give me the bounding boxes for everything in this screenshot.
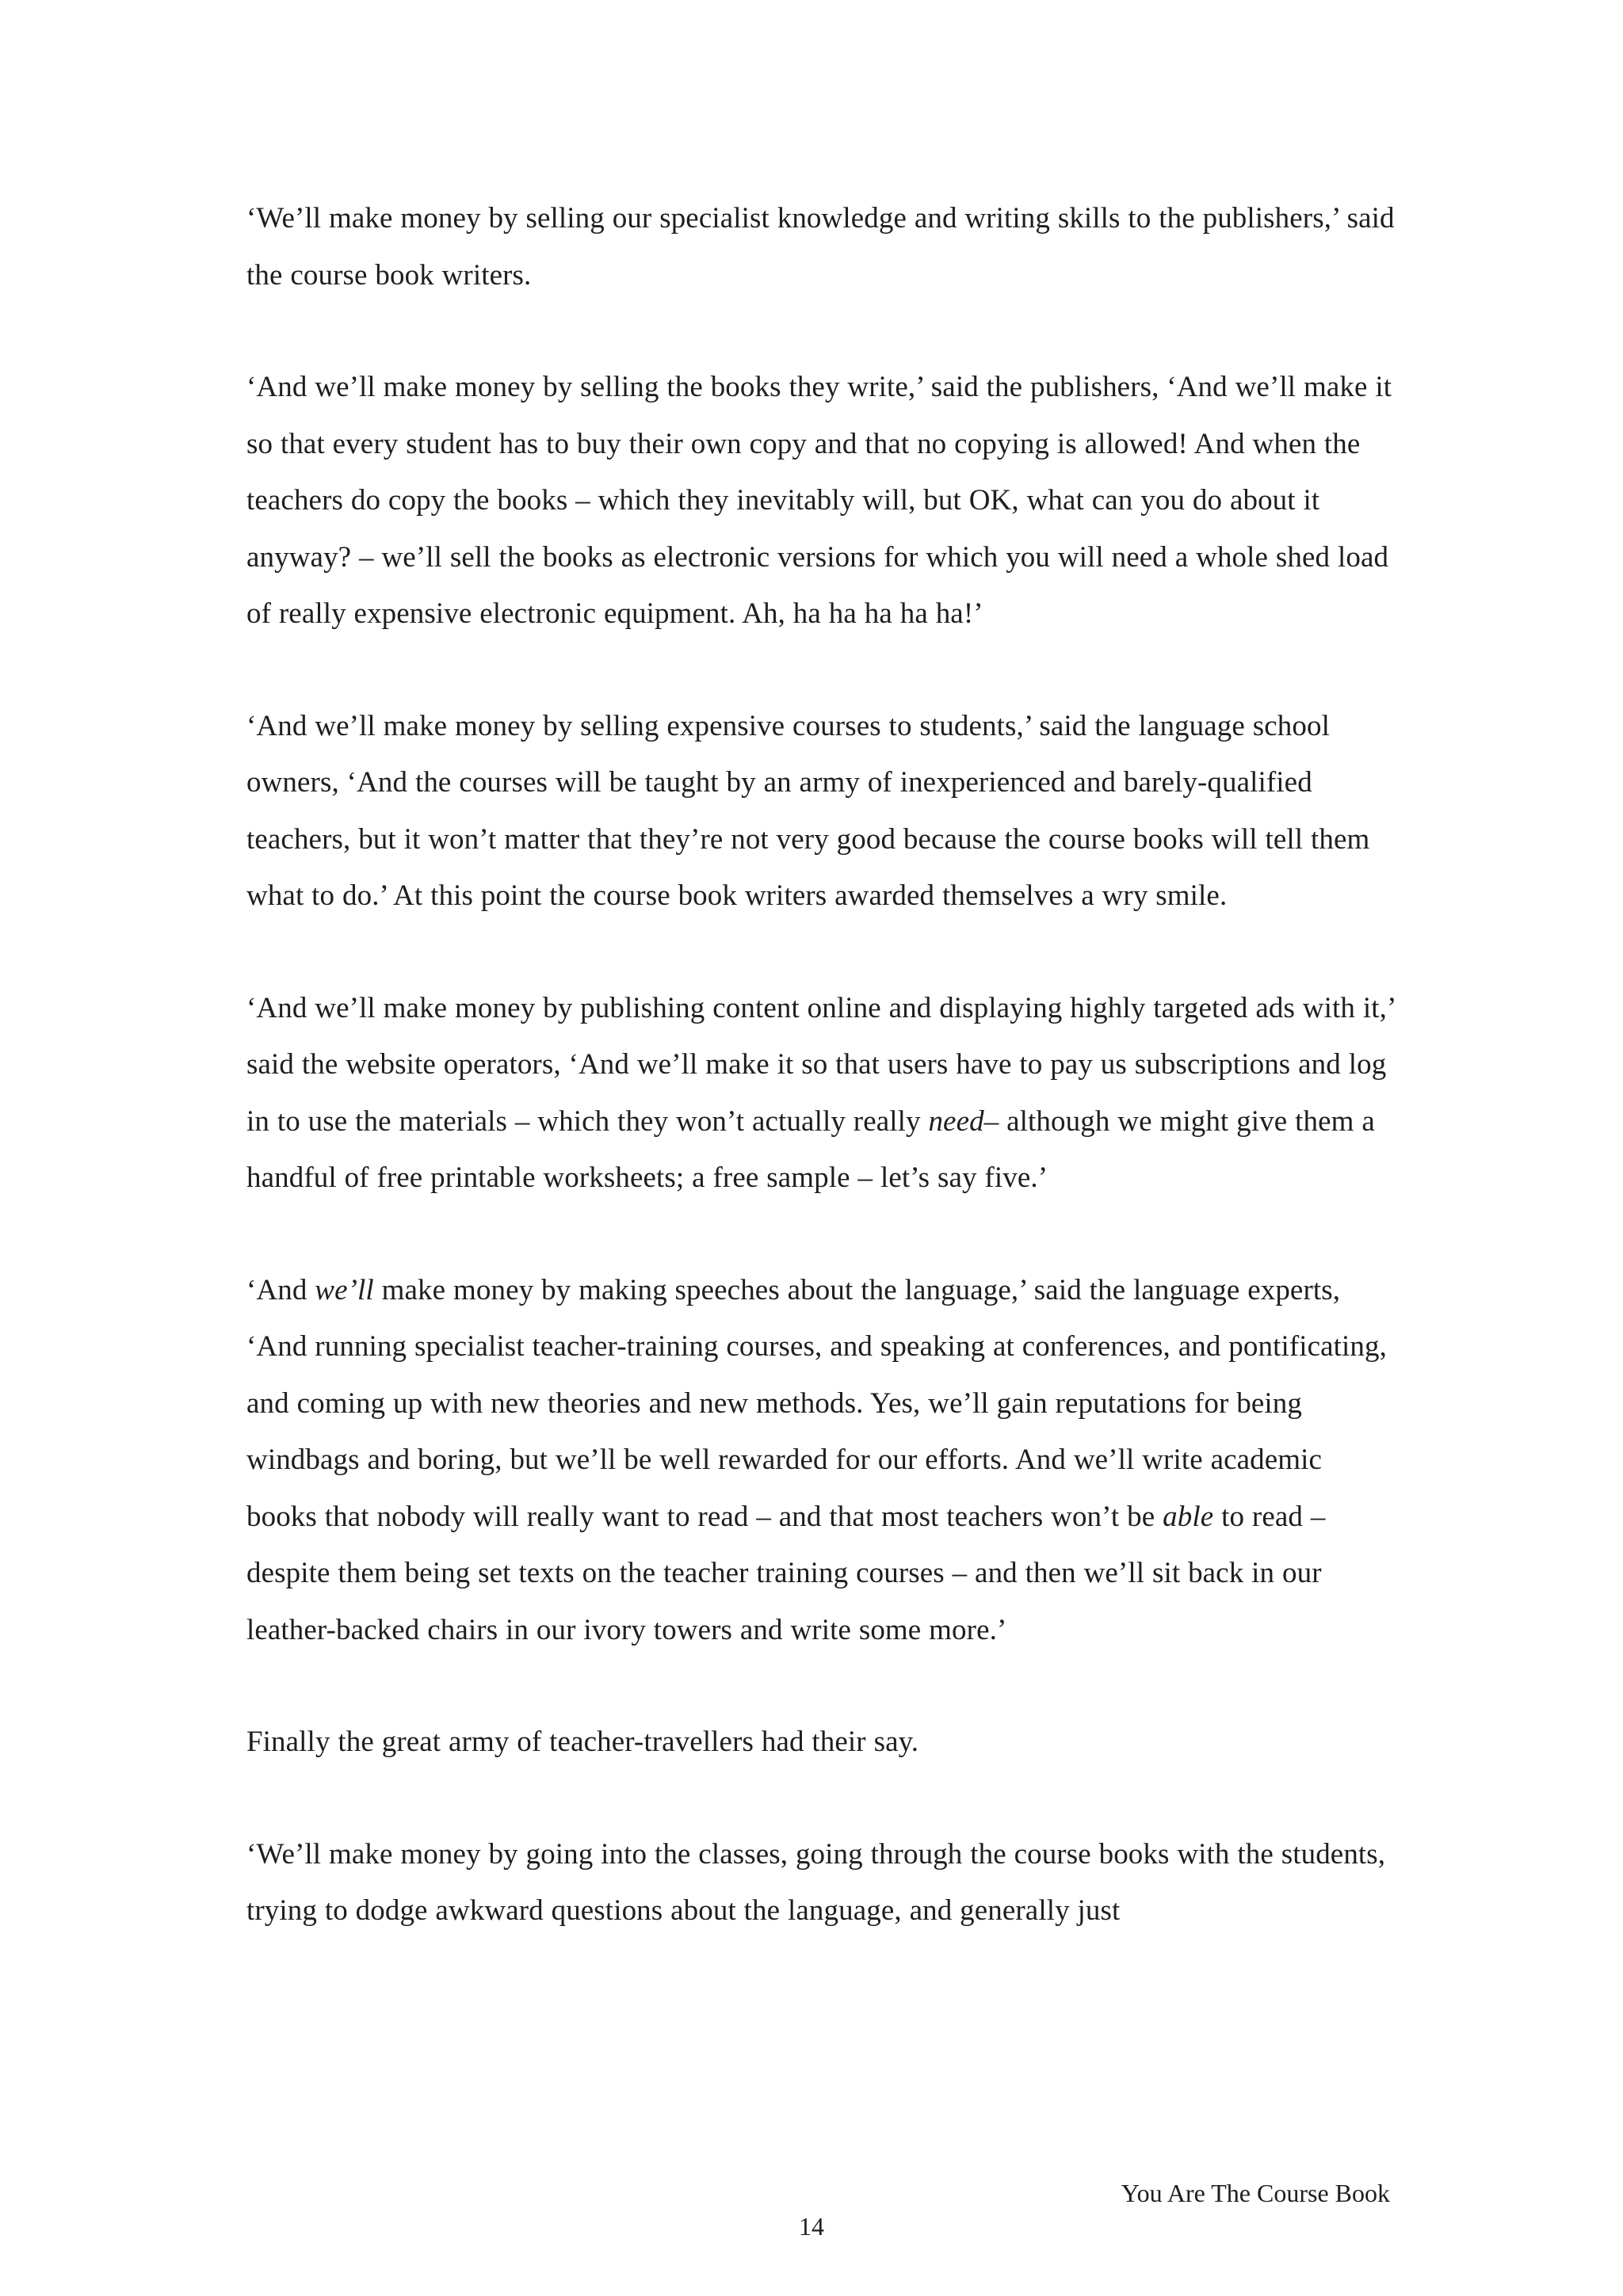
page-number: 14	[799, 2212, 824, 2241]
emphasis-need: need	[928, 1104, 984, 1138]
paragraph-text: ‘We’ll make money by selling our specialist knowledge and writing skills to the publishers,’ said the course book writers.	[246, 202, 1395, 292]
paragraph-text: Finally the great army of teacher-travellers had their say.	[246, 1726, 919, 1758]
paragraph-text: ‘And we’ll make money by publishing content online and displaying highly targeted ads with it,’ said the website operators, ‘And we’ll make it so that users have to pay us subscriptions and log in to use the materials – which they won’t actually really	[246, 991, 1395, 1138]
paragraph-text: ‘And	[246, 1273, 315, 1306]
paragraph-text: to read – despite them being set texts on the teacher training courses – and then we’ll sit back in our leather-backed chairs in our ivory towers and write some more.’	[246, 1500, 1326, 1646]
paragraph-website-operators	[246, 980, 1396, 1207]
paragraph-language-school-owners	[246, 698, 1396, 925]
paragraph-text: ‘And we’ll make money by selling expensive courses to students,’ said the language school owners, ‘And the courses will be taught by an army of inexperienced and barely-qualified teachers, but it won’t matter that they’re not very good because the course books will tell them what to do.’ At this point the course book writers awarded themselves a wry smile.	[246, 709, 1370, 912]
paragraph-text: – although we might give them a handful of free printable worksheets; a free sample – let’s say five.’	[246, 1104, 1375, 1194]
paragraph-text: ‘We’ll make money by going into the classes, going through the course books with the students, trying to dodge awkward questions about the language, and generally just	[246, 1837, 1386, 1927]
emphasis-well: we’ll	[315, 1273, 374, 1306]
emphasis-able: able	[1163, 1500, 1214, 1533]
page-body	[246, 190, 1396, 1995]
paragraph-course-book-writers	[246, 190, 1396, 303]
paragraph-teacher-travellers	[246, 1826, 1396, 1939]
paragraph-publishers	[246, 359, 1396, 643]
footer-book-title: You Are The Course Book	[1121, 2179, 1390, 2207]
paragraph-teacher-travellers-intro	[246, 1714, 1396, 1771]
paragraph-text: make money by making speeches about the language,’ said the language experts, ‘And running specialist teacher-training courses, and speaking at conferences, and pontificating, and coming up with new theories and new methods. Yes, we’ll gain reputations for being windbags and boring, but we’ll be well rewarded for our efforts. And we’ll write academic books that nobody will really want to read – and that most teachers won’t be	[246, 1273, 1387, 1533]
paragraph-language-experts	[246, 1262, 1396, 1659]
paragraph-text: ‘And we’ll make money by selling the books they write,’ said the publishers, ‘And we’ll make it so that every student has to buy their own copy and that no copying is allowed! And when the teachers do copy the books – which they inevitably will, but OK, what can you do about it anyway? – we’ll sell the books as electronic versions for which you will need a whole shed load of really expensive electronic equipment. Ah, ha ha ha ha ha!’	[246, 371, 1392, 630]
